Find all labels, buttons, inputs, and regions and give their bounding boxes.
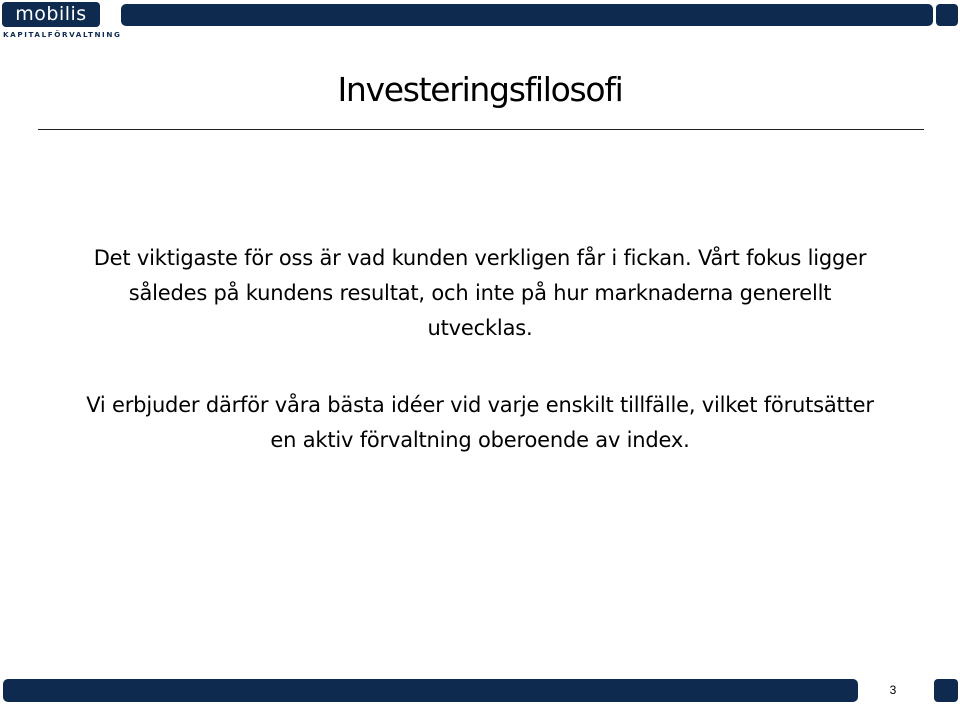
body-paragraph-1: Det viktigaste för oss är vad kunden verkligen får i fickan. Vårt fokus ligger således på kundens resultat, och inte på hur marknaderna generellt utvecklas. xyxy=(93,246,867,340)
logo-subtitle: KAPITALFÖRVALTNING xyxy=(3,30,122,39)
footer-bar xyxy=(3,679,858,702)
logo-wordmark: mobilis xyxy=(2,2,100,27)
footer-bar-end xyxy=(934,679,958,702)
slide-title: Investeringsfilosofi xyxy=(337,70,623,109)
header-bar-end xyxy=(936,4,958,26)
page-number: 3 xyxy=(862,679,924,702)
mobilis-logo xyxy=(2,2,122,40)
body-paragraph-2: Vi erbjuder därför våra bästa idéer vid varje enskilt tillfälle, vilket förutsätter en aktiv förvaltning oberoende av index. xyxy=(86,393,874,452)
title-divider xyxy=(38,129,924,130)
header-bar xyxy=(121,4,933,26)
